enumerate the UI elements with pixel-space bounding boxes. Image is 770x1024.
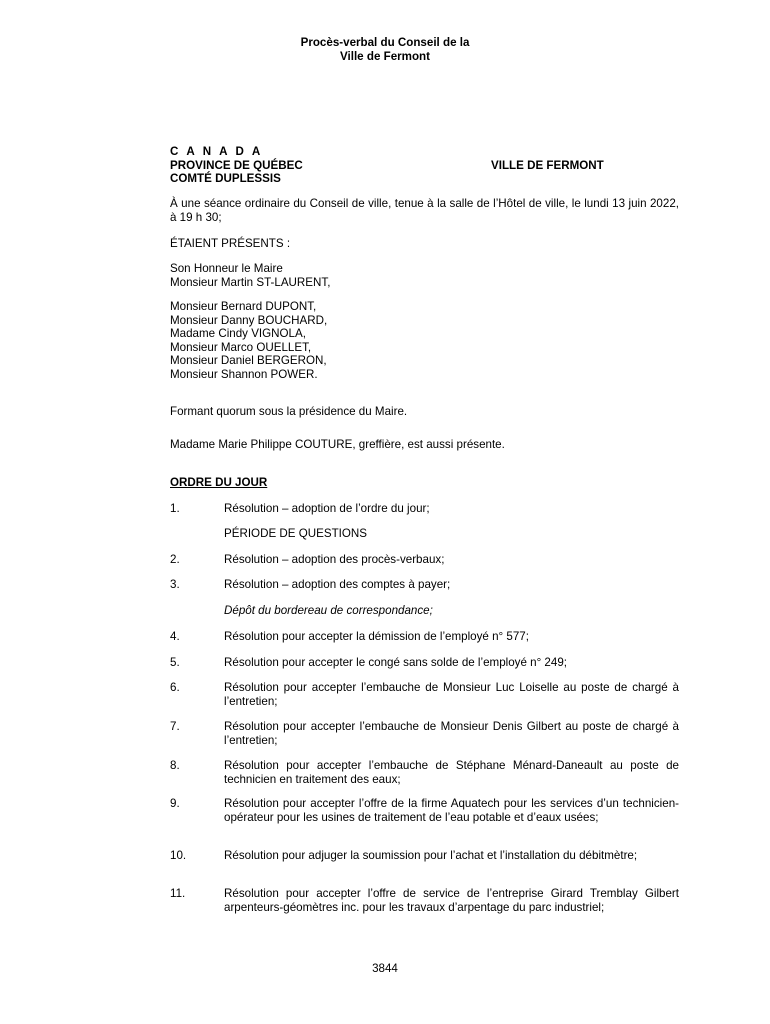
agenda-item: Résolution pour accepter le congé sans solde de l’employé n° 249;	[224, 656, 568, 669]
correspondence-deposit: Dépôt du bordereau de correspondance;	[224, 604, 433, 617]
location-block	[170, 145, 303, 186]
province-label: PROVINCE DE QUÉBEC	[170, 158, 303, 172]
councillor-item: Monsieur Daniel BERGERON,	[170, 354, 327, 368]
councillor-item: Monsieur Danny BOUCHARD,	[170, 313, 328, 327]
quorum-statement: Formant quorum sous la présidence du Maire.	[170, 405, 408, 418]
presents-heading: ÉTAIENT PRÉSENTS :	[170, 237, 291, 250]
agenda-item-number: 7.	[170, 720, 180, 733]
clerk-statement: Madame Marie Philippe COUTURE, greffière, est aussi présente.	[170, 438, 505, 451]
agenda-item-number: 9.	[170, 797, 180, 810]
page-number: 3844	[372, 962, 398, 975]
page-header	[0, 36, 770, 63]
agenda-item-number: 3.	[170, 578, 180, 591]
mayor-title: Son Honneur le Maire	[170, 262, 283, 275]
document-title-line-1: Procès-verbal du Conseil de la	[300, 36, 470, 49]
agenda-heading: ORDRE DU JOUR	[170, 476, 268, 489]
councillor-item: Madame Cindy VIGNOLA,	[170, 327, 306, 341]
agenda-item: Résolution – adoption de l’ordre du jour;	[224, 502, 430, 515]
agenda-item: Résolution pour adjuger la soumission pour l’achat et l’installation du débitmètre;	[224, 849, 638, 862]
country-label: C A N A D A	[170, 145, 263, 158]
agenda-item-number: 4.	[170, 630, 180, 643]
councillor-item: Monsieur Bernard DUPONT,	[170, 300, 317, 313]
councillor-item: Monsieur Shannon POWER.	[170, 367, 318, 381]
agenda-item: Résolution pour accepter la démission de l’employé n° 577;	[224, 630, 529, 643]
agenda-item-number: 8.	[170, 759, 180, 772]
councillors-list	[170, 300, 679, 382]
agenda-item: Résolution pour accepter l’offre de service de l’entreprise Girard Tremblay Gilbert arpenteurs-géomètres inc. pour les travaux d’arpentage du parc industriel;	[224, 887, 679, 914]
agenda-item: Résolution – adoption des procès-verbaux;	[224, 553, 445, 566]
agenda-item-number: 10.	[170, 849, 187, 862]
agenda-item: Résolution pour accepter l’offre de la firme Aquatech pour les services d’un technicien-opérateur pour les usines de traitement de l’eau potable et d’eaux usées;	[224, 797, 679, 824]
intro-paragraph: À une séance ordinaire du Conseil de ville, tenue à la salle de l’Hôtel de ville, le lundi 13 juin 2022, à 19 h 30;	[170, 197, 679, 224]
city-label: VILLE DE FERMONT	[491, 159, 604, 172]
document-title-line-2: Ville de Fermont	[340, 49, 430, 63]
agenda-item: Résolution – adoption des comptes à payer;	[224, 578, 451, 591]
agenda-item-number: 5.	[170, 656, 180, 669]
mayor-name: Monsieur Martin ST-LAURENT,	[170, 275, 331, 289]
county-label: COMTÉ DUPLESSIS	[170, 172, 281, 186]
agenda-item: Résolution pour accepter l’embauche de Monsieur Luc Loiselle au poste de chargé à l’entretien;	[224, 681, 679, 708]
agenda-item-number: 1.	[170, 502, 180, 515]
councillor-item: Monsieur Marco OUELLET,	[170, 340, 312, 354]
agenda-item: Résolution pour accepter l’embauche de Stéphane Ménard-Daneault au poste de technicien en traitement des eaux;	[224, 759, 679, 786]
question-period: PÉRIODE DE QUESTIONS	[224, 527, 368, 540]
agenda-item-number: 11.	[170, 887, 186, 900]
agenda-item: Résolution pour accepter l’embauche de Monsieur Denis Gilbert au poste de chargé à l’entretien;	[224, 720, 679, 747]
agenda-item-number: 2.	[170, 553, 180, 566]
agenda-item-number: 6.	[170, 681, 180, 694]
mayor-block	[170, 262, 679, 289]
